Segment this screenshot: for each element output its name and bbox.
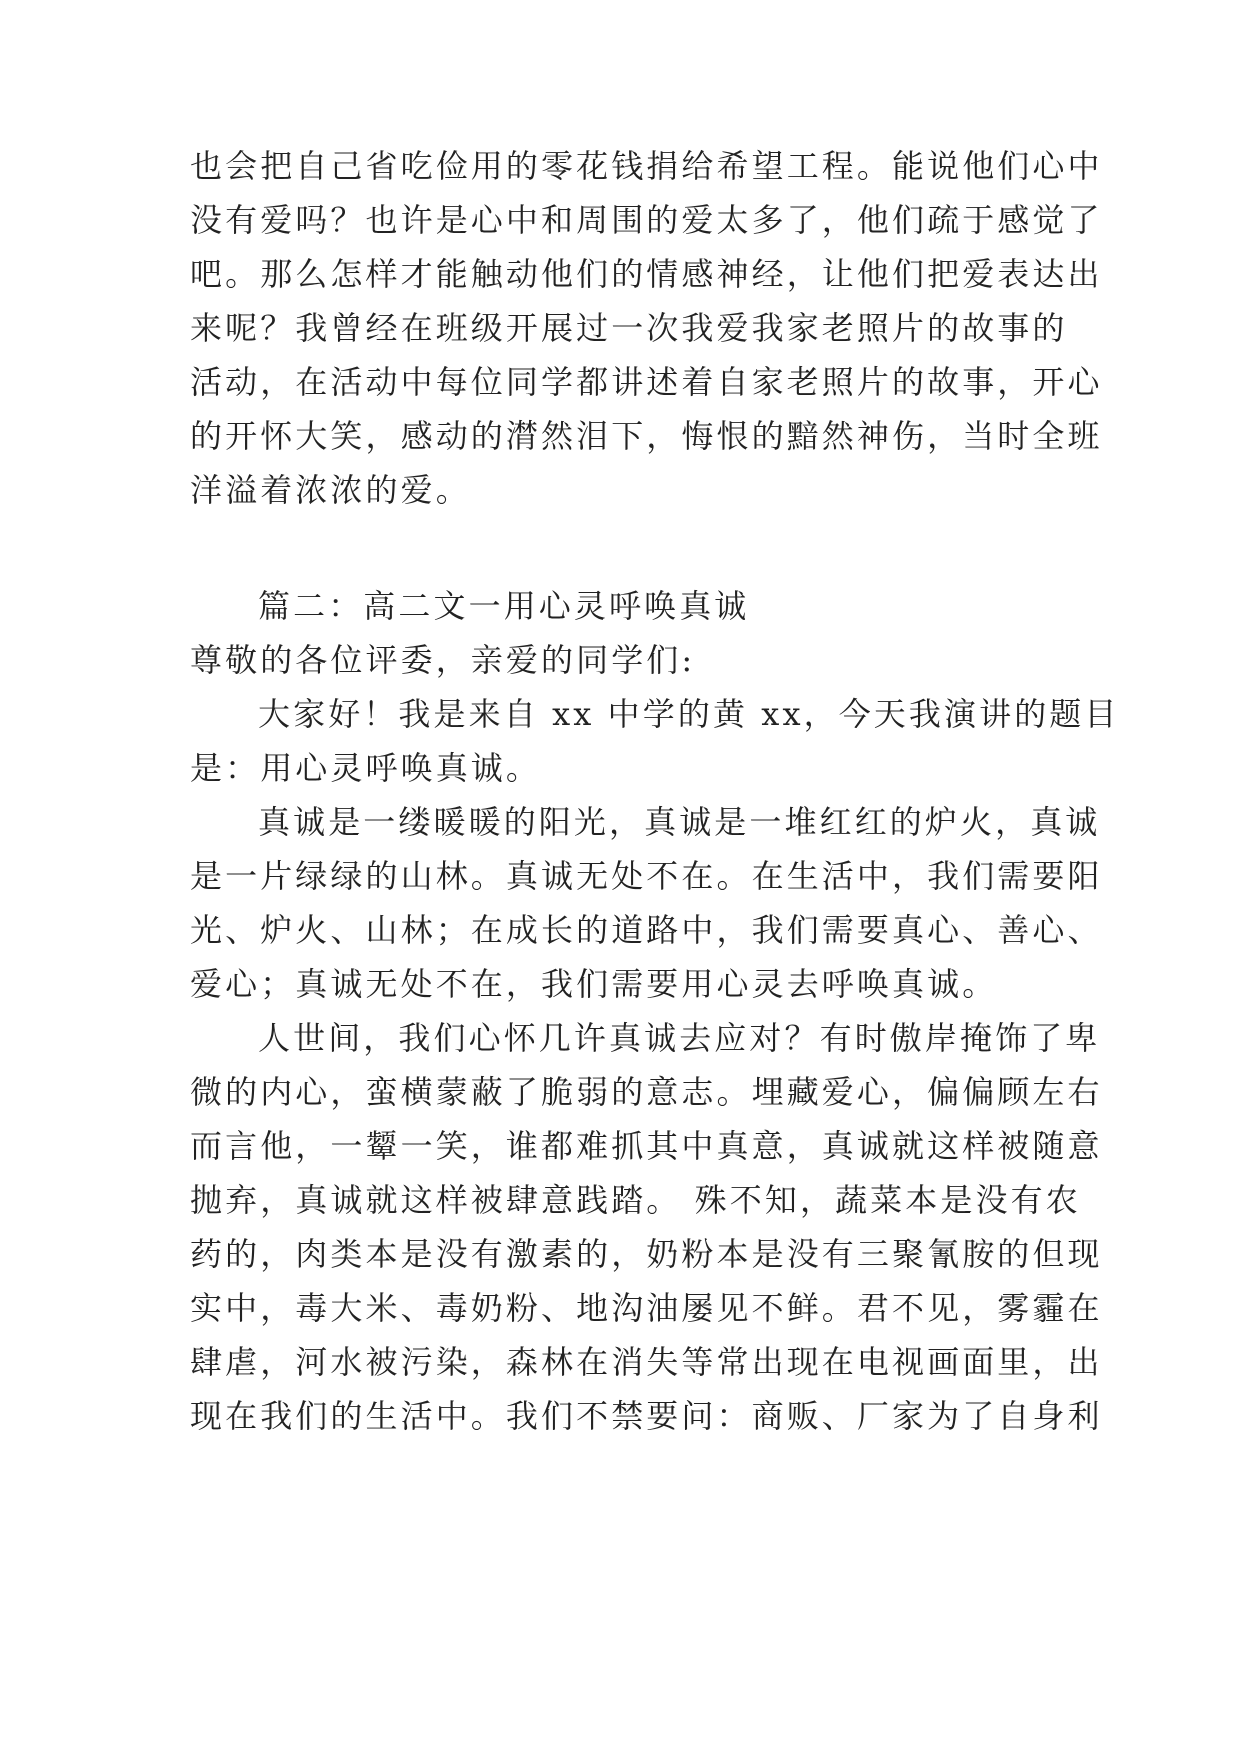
text-line: 真诚是一缕暖暖的阳光，真诚是一堆红红的炉火，真诚: [258, 803, 1101, 841]
text-line: 抛弃，真诚就这样被肆意践踏。 殊不知，蔬菜本是没有农: [190, 1181, 1081, 1219]
text-line: 洋溢着浓浓的爱。: [190, 471, 471, 509]
text-line: 来呢？我曾经在班级开展过一次我爱我家老照片的故事的: [190, 309, 1068, 347]
text-line: 人世间，我们心怀几许真诚去应对？有时傲岸掩饰了卑: [258, 1019, 1101, 1057]
text-line: 爱心；真诚无处不在，我们需要用心灵去呼唤真诚。: [190, 965, 998, 1003]
text-line: 的开怀大笑，感动的潸然泪下，悔恨的黯然神伤，当时全班: [190, 417, 1103, 455]
text-line: 现在我们的生活中。我们不禁要问：商贩、厂家为了自身利: [190, 1397, 1103, 1435]
text-line: 而言他，一颦一笑，谁都难抓其中真意，真诚就这样被随意: [190, 1127, 1103, 1165]
text-line: 光、炉火、山林；在成长的道路中，我们需要真心、善心、: [190, 911, 1103, 949]
section-title: 篇二：高二文一用心灵呼唤真诚: [258, 587, 750, 625]
text-line: 吧。那么怎样才能触动他们的情感神经，让他们把爱表达出: [190, 255, 1103, 293]
text-line: 是：用心灵呼唤真诚。: [190, 749, 542, 787]
text-line: 是一片绿绿的山林。真诚无处不在。在生活中，我们需要阳: [190, 857, 1103, 895]
text-line: 实中，毒大米、毒奶粉、地沟油屡见不鲜。君不见，雾霾在: [190, 1289, 1103, 1327]
text-line: 药的，肉类本是没有激素的，奶粉本是没有三聚氰胺的但现: [190, 1235, 1103, 1273]
text-line: 没有爱吗？也许是心中和周围的爱太多了，他们疏于感觉了: [190, 201, 1103, 239]
text-line: 微的内心，蛮横蒙蔽了脆弱的意志。埋藏爱心，偏偏顾左右: [190, 1073, 1103, 1111]
text-line: 大家好！我是来自 xx 中学的黄 xx，今天我演讲的题目: [258, 695, 1120, 733]
text-line: 肆虐，河水被污染，森林在消失等常出现在电视画面里，出: [190, 1343, 1103, 1381]
text-line: 也会把自己省吃俭用的零花钱捐给希望工程。能说他们心中: [190, 147, 1103, 185]
text-line: 活动，在活动中每位同学都讲述着自家老照片的故事，开心: [190, 363, 1103, 401]
salutation: 尊敬的各位评委，亲爱的同学们:: [190, 641, 696, 679]
